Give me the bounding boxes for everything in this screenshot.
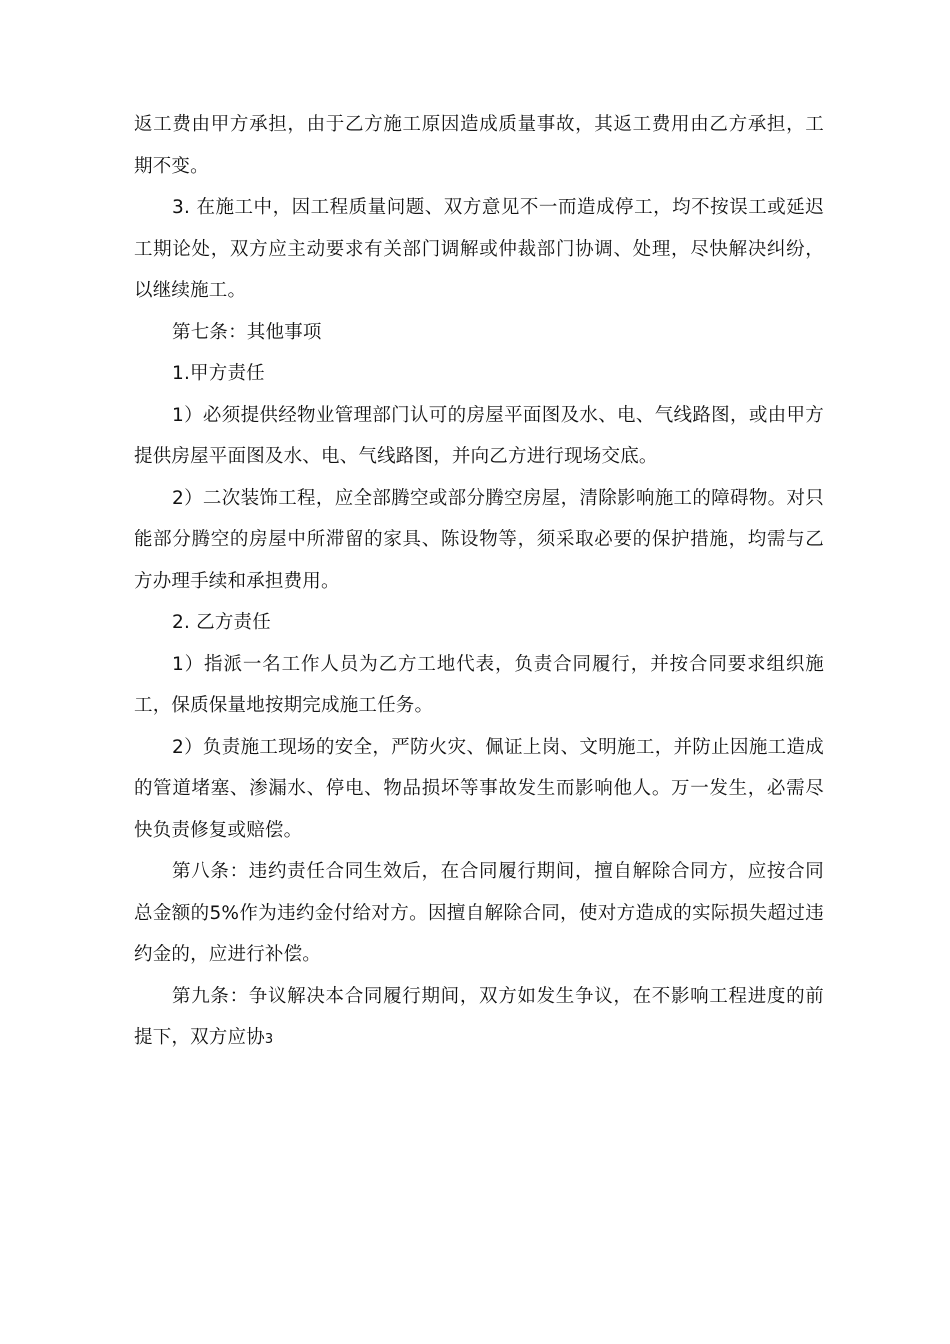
article-9-paragraph	[134, 976, 824, 1061]
article-9-text: 第九条：争议解决本合同履行期间，双方如发生争议，在不影响工程进度的前提下，双方应协	[134, 985, 824, 1048]
party-a-heading: 1.甲方责任	[172, 363, 265, 384]
document-body	[134, 104, 824, 1061]
page-number: 3	[264, 1032, 274, 1047]
article-8-paragraph: 第八条：违约责任合同生效后，在合同履行期间，擅自解除合同方，应按合同总金额的5%作为违约金付给对方。因擅自解除合同，使对方造成的实际损失超过违约金的，应进行补偿。	[134, 861, 824, 965]
paragraph-1: 返工费由甲方承担，由于乙方施工原因造成质量事故，其返工费用由乙方承担，工期不变。	[134, 114, 824, 177]
paragraph-2: 3. 在施工中，因工程质量问题、双方意见不一而造成停工，均不按误工或延迟工期论处，双方应主动要求有关部门调解或仲裁部门协调、处理，尽快解决纠纷，以继续施工。	[134, 197, 825, 301]
party-a-item-2: 2）二次装饰工程，应全部腾空或部分腾空房屋，清除影响施工的障碍物。对只能部分腾空的房屋中所滞留的家具、陈设物等，须采取必要的保护措施，均需与乙方办理手续和承担费用。	[134, 487, 824, 592]
party-a-item-1: 1）必须提供经物业管理部门认可的房屋平面图及水、电、气线路图，或由甲方提供房屋平面图及水、电、气线路图，并向乙方进行现场交底。	[134, 404, 824, 467]
party-b-item-2: 2）负责施工现场的安全，严防火灾、佩证上岗、文明施工，并防止因施工造成的管道堵塞、渗漏水、停电、物品损坏等事故发生而影响他人。万一发生，必需尽快负责修复或赔偿。	[134, 736, 824, 841]
article-7-heading: 第七条：其他事项	[172, 321, 322, 343]
party-b-item-1: 1）指派一名工作人员为乙方工地代表，负责合同履行，并按合同要求组织施工，保质保量地按期完成施工任务。	[134, 653, 824, 716]
party-b-heading: 2. 乙方责任	[172, 612, 271, 633]
